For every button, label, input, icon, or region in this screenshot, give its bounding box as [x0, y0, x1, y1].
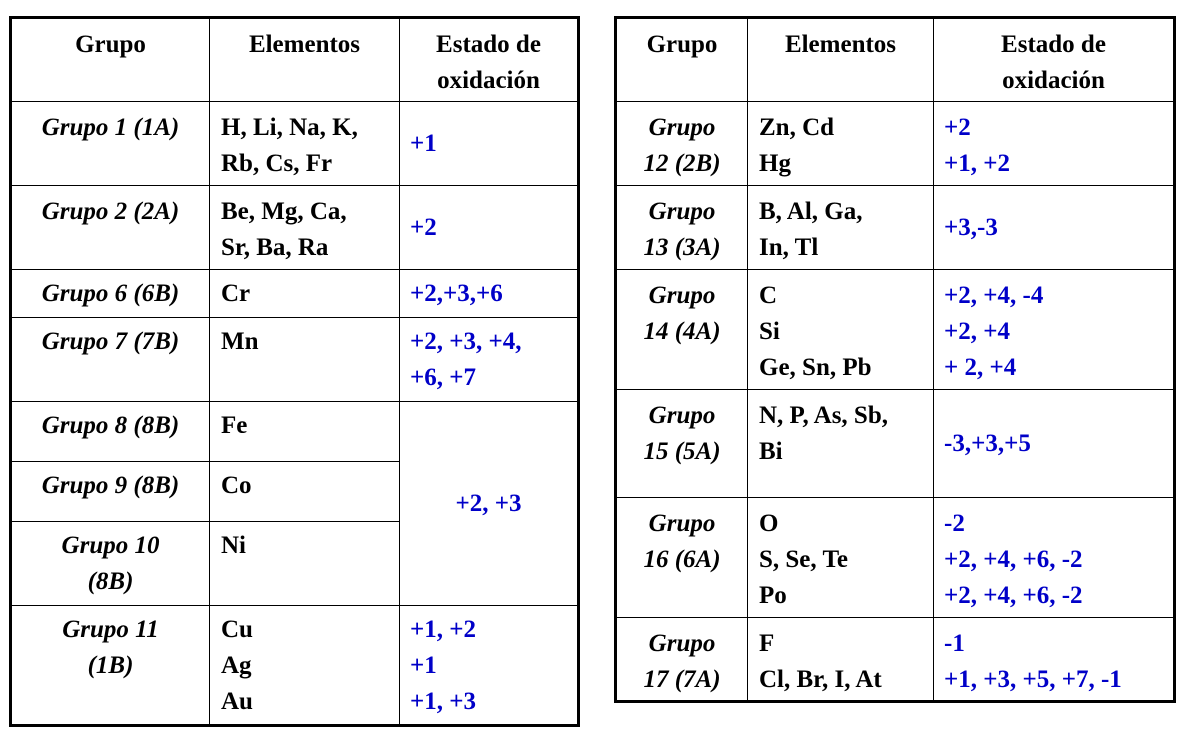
oxidation-cell: +2,+3,+6 — [400, 270, 579, 318]
elements-cell: C Si Ge, Sn, Pb — [748, 270, 934, 390]
table-row — [616, 390, 1175, 498]
right-oxidation-table — [614, 16, 1176, 703]
table-row — [616, 618, 1175, 702]
elements-cell: N, P, As, Sb, Bi — [748, 390, 934, 498]
elements-cell: H, Li, Na, K, Rb, Cs, Fr — [210, 102, 400, 186]
group-cell: Grupo 2 (2A) — [11, 186, 210, 270]
group-cell: Grupo 9 (8B) — [11, 462, 210, 522]
table-row — [11, 606, 579, 726]
header-oxidation-state: Estado de oxidación — [934, 18, 1175, 102]
elements-cell: Zn, Cd Hg — [748, 102, 934, 186]
table-row — [11, 102, 579, 186]
elements-cell: Cr — [210, 270, 400, 318]
table-row — [11, 402, 579, 462]
oxidation-cell: -3,+3,+5 — [934, 390, 1175, 498]
group-cell: Grupo 13 (3A) — [616, 186, 748, 270]
header-row — [616, 18, 1175, 102]
header-elements: Elementos — [748, 18, 934, 102]
table-row — [616, 270, 1175, 390]
group-cell: Grupo 12 (2B) — [616, 102, 748, 186]
oxidation-cell: +1 — [400, 102, 579, 186]
left-oxidation-table — [9, 16, 580, 727]
header-group: Grupo — [11, 18, 210, 102]
table-row — [616, 186, 1175, 270]
oxidation-cell: -1 +1, +3, +5, +7, -1 — [934, 618, 1175, 702]
group-cell: Grupo 7 (7B) — [11, 318, 210, 402]
group-cell: Grupo 14 (4A) — [616, 270, 748, 390]
elements-cell: F Cl, Br, I, At — [748, 618, 934, 702]
elements-cell: Fe — [210, 402, 400, 462]
oxidation-cell: +2, +3, +4, +6, +7 — [400, 318, 579, 402]
group-cell: Grupo 16 (6A) — [616, 498, 748, 618]
oxidation-cell-merged: +2, +3 — [400, 402, 579, 606]
elements-cell: Mn — [210, 318, 400, 402]
oxidation-cell: +2, +4, -4 +2, +4 + 2, +4 — [934, 270, 1175, 390]
group-cell: Grupo 10 (8B) — [11, 522, 210, 606]
table-row — [11, 186, 579, 270]
elements-cell: O S, Se, Te Po — [748, 498, 934, 618]
table-row — [11, 318, 579, 402]
elements-cell: Co — [210, 462, 400, 522]
table-row — [616, 102, 1175, 186]
group-cell: Grupo 6 (6B) — [11, 270, 210, 318]
group-cell: Grupo 15 (5A) — [616, 390, 748, 498]
elements-cell: Ni — [210, 522, 400, 606]
elements-cell: B, Al, Ga, In, Tl — [748, 186, 934, 270]
oxidation-cell: +3,-3 — [934, 186, 1175, 270]
table-row — [11, 270, 579, 318]
group-cell: Grupo 11 (1B) — [11, 606, 210, 726]
header-oxidation-state: Estado de oxidación — [400, 18, 579, 102]
oxidation-cell: +1, +2 +1 +1, +3 — [400, 606, 579, 726]
oxidation-cell: -2 +2, +4, +6, -2 +2, +4, +6, -2 — [934, 498, 1175, 618]
elements-cell: Cu Ag Au — [210, 606, 400, 726]
header-group: Grupo — [616, 18, 748, 102]
elements-cell: Be, Mg, Ca, Sr, Ba, Ra — [210, 186, 400, 270]
group-cell: Grupo 1 (1A) — [11, 102, 210, 186]
oxidation-cell: +2 +1, +2 — [934, 102, 1175, 186]
oxidation-cell: +2 — [400, 186, 579, 270]
group-cell: Grupo 17 (7A) — [616, 618, 748, 702]
header-row — [11, 18, 579, 102]
header-elements: Elementos — [210, 18, 400, 102]
group-cell: Grupo 8 (8B) — [11, 402, 210, 462]
table-row — [616, 498, 1175, 618]
